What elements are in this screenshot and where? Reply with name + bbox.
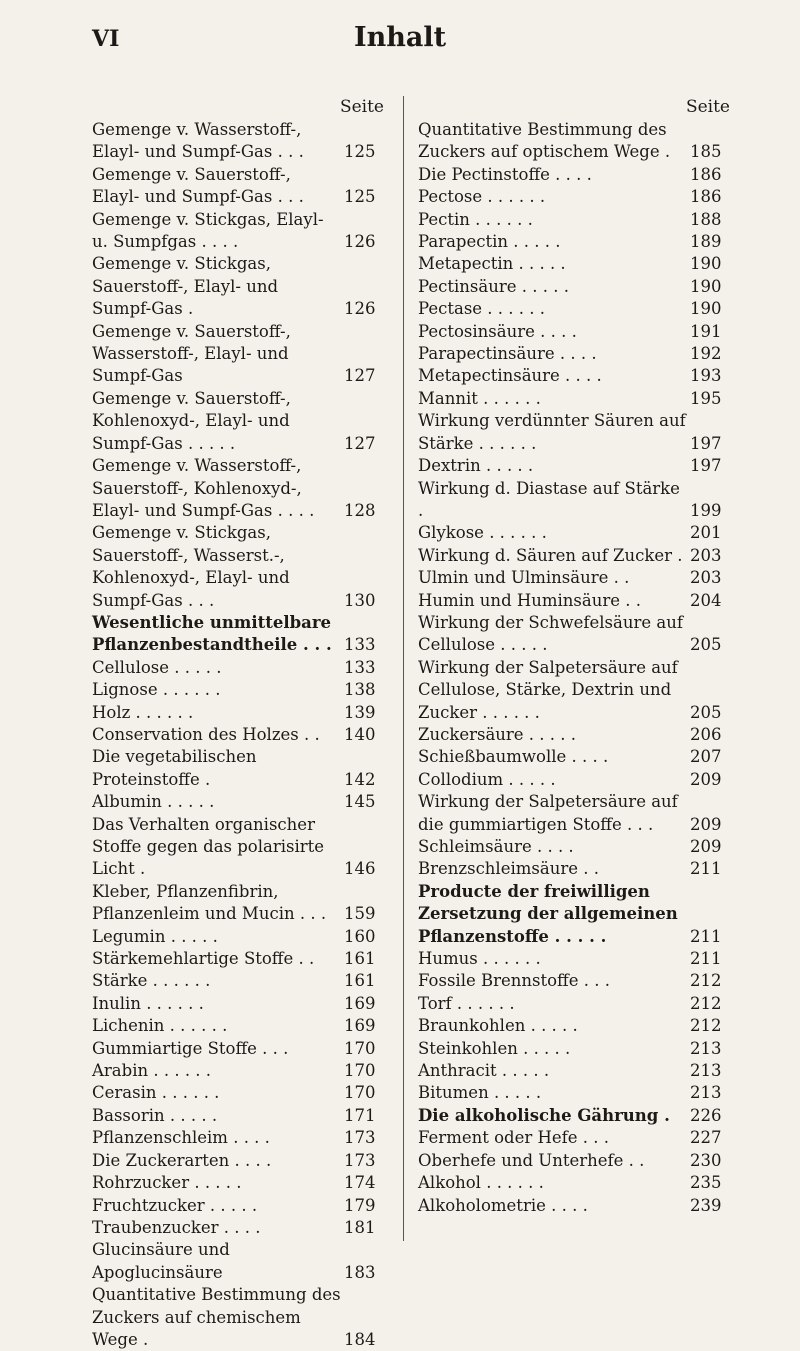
toc-entry-page: 197 [690, 456, 722, 476]
toc-entry [418, 522, 734, 544]
toc-entry-page: 159 [344, 904, 376, 924]
toc-entry [418, 365, 734, 387]
toc-entry-page: 184 [344, 1329, 376, 1349]
toc-entry-title: Mannit . . . . . . [418, 388, 541, 408]
toc-entries-left [92, 119, 388, 1351]
toc-entry [418, 791, 734, 836]
toc-entry-title: Brenzschleimsäure . . [418, 859, 599, 879]
toc-entry [92, 1195, 388, 1217]
toc-entry-page: 138 [344, 680, 376, 700]
toc-entry-title: Braunkohlen . . . . . [418, 1016, 578, 1036]
toc-entry-title: Fruchtzucker . . . . . [92, 1195, 258, 1215]
toc-entry-title: Producte der freiwilligen Zersetzung der allgemeinen Pflanzenstoffe . . . . . [418, 881, 678, 946]
toc-entry [92, 1239, 388, 1284]
toc-entry-title: Wesentliche unmittelbare Pflanzenbestandtheile . . . [92, 612, 332, 655]
toc-entry-title: Kleber, Pflanzenfibrin, Pflanzenleim und Mucin . . . [92, 881, 327, 924]
toc-entry-page: 209 [690, 814, 722, 834]
toc-entry-title: Stärkemehlartige Stoffe . . [92, 949, 315, 969]
toc-entry-title: Traubenzucker . . . . [92, 1217, 261, 1237]
toc-entry-title: Lignose . . . . . . [92, 680, 221, 700]
toc-entry-page: 186 [690, 187, 722, 207]
toc-entry-page: 193 [690, 366, 722, 386]
toc-entry [92, 209, 388, 254]
toc-entry [92, 657, 388, 679]
toc-entry-title: Wirkung der Salpetersäure auf Cellulose, Stärke, Dextrin und Zucker . . . . . . [418, 657, 678, 722]
toc-entry [418, 455, 734, 477]
toc-entry-page: 173 [344, 1150, 376, 1170]
toc-entry-title: Torf . . . . . . [418, 993, 515, 1013]
toc-entry-title: Schleimsäure . . . . [418, 837, 574, 856]
toc-entry-page: 185 [690, 142, 722, 162]
toc-entry-page: 201 [690, 523, 722, 543]
toc-entry-title: Metapectin . . . . . [418, 254, 566, 274]
toc-entry [92, 679, 388, 701]
toc-entry [418, 186, 734, 208]
toc-entry-page: 197 [690, 433, 722, 453]
toc-entry [418, 119, 734, 164]
toc-entry [418, 1195, 734, 1217]
toc-entry-page: 139 [344, 702, 376, 722]
toc-entry [92, 1127, 388, 1149]
toc-entry-title: Ulmin und Ulminsäure . . [418, 568, 630, 588]
toc-entry [418, 388, 734, 410]
toc-entry [418, 1127, 734, 1149]
toc-entry-page: 195 [690, 388, 722, 408]
toc-entry [92, 1172, 388, 1194]
toc-entry-page: 170 [344, 1083, 376, 1103]
toc-entry [92, 993, 388, 1015]
toc-entry [418, 567, 734, 589]
toc-entry-page: 235 [690, 1173, 722, 1193]
toc-entry-title: Pectase . . . . . . [418, 299, 546, 319]
toc-entry-page: 127 [344, 366, 376, 386]
toc-entry [92, 1150, 388, 1172]
toc-entry-title: Humus . . . . . . [418, 949, 541, 969]
toc-entry-page: 192 [690, 344, 722, 364]
toc-entry-page: 179 [344, 1195, 376, 1215]
toc-entry [418, 858, 734, 880]
toc-entry-page: 130 [344, 590, 376, 610]
toc-entry [92, 253, 388, 320]
toc-entry-title: Ferment oder Hefe . . . [418, 1128, 609, 1148]
toc-entry-title: Humin und Huminsäure . . [418, 590, 641, 610]
toc-entry-title: Glykose . . . . . . [418, 523, 547, 543]
toc-entry [92, 1105, 388, 1127]
toc-entry-page: 169 [344, 993, 376, 1013]
toc-entry [418, 1172, 734, 1194]
toc-entry-title: Die Pectinstoffe . . . . [418, 164, 592, 184]
toc-entry-page: 161 [344, 949, 376, 969]
toc-entry-page: 212 [690, 993, 722, 1013]
toc-entry-page: 230 [690, 1150, 722, 1170]
toc-entry-page: 140 [344, 724, 376, 744]
toc-entry [418, 1105, 734, 1127]
toc-entry [92, 724, 388, 746]
toc-entry-page: 204 [690, 590, 722, 610]
toc-entry-title: Alkoholometrie . . . . [418, 1195, 588, 1215]
toc-entry [92, 1284, 388, 1351]
toc-entry [92, 746, 388, 791]
toc-entry [418, 253, 734, 275]
toc-entry-page: 189 [690, 232, 722, 252]
toc-entry-page: 203 [690, 545, 722, 565]
toc-entry [92, 119, 388, 164]
toc-entry-page: 128 [344, 500, 376, 520]
page-column-heading: Seite [339, 97, 384, 117]
toc-entry [92, 881, 388, 926]
page-column-heading: Seite [685, 97, 730, 117]
toc-entry [418, 478, 734, 523]
toc-entry-page: 239 [690, 1195, 722, 1215]
toc-entry-page: 173 [344, 1128, 376, 1148]
toc-entry-title: Quantitative Bestimmung des Zuckers auf optischem Wege . [418, 120, 671, 162]
toc-entry-page: 171 [344, 1105, 376, 1125]
toc-entry-title: Die alkoholische Gährung . [418, 1105, 670, 1125]
toc-entry-title: Rohrzucker . . . . . [92, 1173, 242, 1193]
toc-entry-title: Die Zuckerarten . . . . [92, 1150, 272, 1170]
toc-entry-page: 213 [690, 1083, 722, 1103]
toc-entry-page: 170 [344, 1061, 376, 1081]
toc-entry-title: Inulin . . . . . . [92, 993, 204, 1013]
toc-entry-title: Gemenge v. Wasserstoff-, Sauerstoff-, Kohlenoxyd-, Elayl- und Sumpf-Gas . . . . [92, 456, 315, 520]
toc-entry-title: Gemenge v. Stickgas, Sauerstoff-, Elayl- und Sumpf-Gas . [92, 254, 279, 319]
toc-entry [418, 590, 734, 612]
toc-entry-page: 127 [344, 433, 376, 453]
toc-entry-title: Pectosinsäure . . . . [418, 321, 577, 341]
toc-entry-title: Cerasin . . . . . . [92, 1083, 220, 1103]
toc-entry-page: 181 [344, 1217, 376, 1237]
toc-entry-title: Bitumen . . . . . [418, 1083, 542, 1103]
toc-entry [418, 724, 734, 746]
toc-entry [92, 455, 388, 522]
toc-entry-title: Zuckersäure . . . . . [418, 724, 577, 744]
toc-entry-title: Gemenge v. Sauerstoff-, Wasserstoff-, Elayl- und Sumpf-Gas [92, 321, 291, 386]
toc-entry-title: Metapectinsäure . . . . [418, 366, 602, 386]
toc-entry-title: Albumin . . . . . [92, 792, 215, 812]
toc-entry [418, 1150, 734, 1172]
toc-entry [92, 791, 388, 813]
toc-entry [92, 1038, 388, 1060]
toc-entry [418, 164, 734, 186]
toc-entry-page: 142 [344, 769, 376, 789]
toc-entry-title: Arabin . . . . . . [92, 1061, 212, 1081]
toc-entries-right [418, 119, 734, 1217]
toc-entry-title: Oberhefe und Unterhefe . . [418, 1150, 645, 1170]
toc-entry-page: 125 [344, 187, 376, 207]
toc-entry [92, 1217, 388, 1239]
toc-entry-title: Gemenge v. Wasserstoff-, Elayl- und Sumpf-Gas . . . [92, 120, 304, 162]
toc-entry [418, 1015, 734, 1037]
toc-entry [418, 970, 734, 992]
toc-entry [92, 948, 388, 970]
toc-entry-page: 190 [690, 254, 722, 274]
toc-entry-title: Wirkung der Salpetersäure auf die gummiartigen Stoffe . . . [418, 792, 678, 834]
toc-entry-title: Gummiartige Stoffe . . . [92, 1038, 289, 1058]
toc-entry [418, 343, 734, 365]
toc-entry-title: Das Verhalten organischer Stoffe gegen das polarisirte Licht . [92, 814, 325, 879]
toc-entry-page: 207 [690, 747, 722, 767]
toc-entry-page: 133 [344, 657, 376, 677]
toc-entry-page: 205 [690, 702, 722, 722]
toc-entry-page: 213 [690, 1061, 722, 1081]
toc-entry-page: 209 [690, 837, 722, 856]
toc-entry-title: Steinkohlen . . . . . [418, 1038, 571, 1058]
toc-entry-page: 190 [690, 276, 722, 296]
toc-entry-title: Wirkung d. Säuren auf Zucker . [418, 545, 683, 565]
toc-entry [92, 814, 388, 881]
toc-entry-title: Wirkung der Schwefelsäure auf Cellulose . . . . . [418, 612, 683, 655]
toc-entry-title: Parapectin . . . . . [418, 232, 561, 252]
toc-entry [418, 545, 734, 567]
toc-entry-page: 174 [344, 1173, 376, 1193]
toc-entry-page: 169 [344, 1016, 376, 1036]
toc-entry-title: Quantitative Bestimmung des Zuckers auf chemischem Wege . [92, 1285, 341, 1349]
toc-entry-title: Pectin . . . . . . [418, 209, 533, 229]
toc-entry [92, 612, 388, 657]
toc-entry-page: 226 [690, 1105, 722, 1125]
toc-entry-page: 227 [690, 1128, 722, 1148]
toc-entry-title: Bassorin . . . . . [92, 1105, 218, 1125]
toc-entry [418, 657, 734, 724]
page-title: Inhalt [353, 22, 447, 53]
toc-entry [418, 993, 734, 1015]
toc-entry-title: Gemenge v. Sauerstoff-, Elayl- und Sumpf-Gas . . . [92, 164, 304, 207]
toc-entry-page: 209 [690, 769, 722, 789]
toc-entry-title: Alkohol . . . . . . [418, 1173, 544, 1193]
toc-entry-title: Collodium . . . . . [418, 769, 556, 789]
toc-entry [418, 410, 734, 455]
toc-entry-page: 205 [690, 635, 722, 655]
toc-entry-title: Pflanzenschleim . . . . [92, 1128, 270, 1148]
toc-entry-page: 211 [690, 949, 722, 969]
toc-entry-page: 212 [690, 971, 722, 991]
toc-entry [418, 1060, 734, 1082]
toc-entry-page: 146 [344, 859, 376, 879]
toc-entry-title: Dextrin . . . . . [418, 456, 534, 476]
toc-entry-title: Cellulose . . . . . [92, 657, 222, 677]
toc-right-column [418, 96, 734, 1217]
toc-entry-page: 125 [344, 142, 376, 162]
toc-entry [418, 836, 734, 858]
toc-entry-title: Wirkung d. Diastase auf Stärke . [418, 478, 680, 520]
toc-entry [418, 298, 734, 320]
toc-entry-title: Fossile Brennstoffe . . . [418, 971, 610, 991]
toc-entry [418, 612, 734, 657]
toc-entry-title: Gemenge v. Sauerstoff-, Kohlenoxyd-, Elayl- und Sumpf-Gas . . . . . [92, 388, 291, 453]
toc-entry-page: 160 [344, 926, 376, 946]
toc-entry-title: Schießbaumwolle . . . . [418, 747, 609, 767]
toc-entry-page: 211 [690, 926, 722, 946]
toc-entry-page: 170 [344, 1038, 376, 1058]
toc-entry [92, 926, 388, 948]
toc-entry-page: 206 [690, 724, 722, 744]
toc-entry [418, 948, 734, 970]
toc-entry-page: 203 [690, 568, 722, 588]
toc-entry-page: 190 [690, 299, 722, 319]
toc-entry-title: Gemenge v. Stickgas, Sauerstoff-, Wasserst.-, Kohlenoxyd-, Elayl- und Sumpf-Gas . . . [92, 523, 290, 610]
toc-entry [418, 321, 734, 343]
toc-entry [418, 881, 734, 948]
toc-entry [92, 702, 388, 724]
toc-entry-page: 211 [690, 859, 722, 879]
toc-entry-title: Lichenin . . . . . . [92, 1016, 228, 1036]
toc-entry-title: Anthracit . . . . . [418, 1061, 550, 1081]
toc-entry-page: 186 [690, 164, 722, 184]
toc-entry-page: 213 [690, 1038, 722, 1058]
toc-entry-page: 191 [690, 321, 722, 341]
toc-entry-title: Conservation des Holzes . . [92, 724, 320, 744]
toc-entry-title: Pectose . . . . . . [418, 187, 546, 207]
toc-entry [92, 1060, 388, 1082]
toc-entry [418, 1038, 734, 1060]
toc-entry-title: Glucinsäure und Apoglucinsäure [92, 1240, 230, 1282]
toc-entry-page: 126 [344, 232, 376, 252]
toc-entry [92, 321, 388, 388]
toc-entry [92, 1082, 388, 1104]
toc-entry [418, 1082, 734, 1104]
toc-entry-page: 188 [690, 209, 722, 229]
toc-entry [418, 231, 734, 253]
toc-entry [92, 1015, 388, 1037]
toc-entry [418, 746, 734, 768]
toc-entry-page: 199 [690, 500, 722, 520]
toc-entry [418, 769, 734, 791]
toc-entry [418, 209, 734, 231]
toc-entry-page: 161 [344, 971, 376, 991]
page-header [0, 0, 800, 60]
toc-entry-page: 212 [690, 1016, 722, 1036]
toc-entry-page: 183 [344, 1262, 376, 1282]
page-number: VI [92, 26, 120, 52]
column-divider [403, 96, 404, 1241]
toc-entry-title: Pectinsäure . . . . . [418, 276, 569, 296]
toc-entry-title: Legumin . . . . . [92, 926, 218, 946]
toc-entry-page: 133 [344, 635, 376, 655]
toc-entry-title: Die vegetabilischen Proteinstoffe . [92, 747, 257, 789]
toc-entry-title: Holz . . . . . . [92, 702, 194, 722]
toc-entry-page: 145 [344, 792, 376, 812]
toc-left-column [92, 96, 388, 1351]
toc-entry-title: Gemenge v. Stickgas, Elayl- u. Sumpfgas . . . . [92, 209, 324, 252]
toc-entry [92, 164, 388, 209]
toc-entry [418, 276, 734, 298]
toc-entry-page: 126 [344, 299, 376, 319]
toc-entry [92, 970, 388, 992]
toc-entry-title: Stärke . . . . . . [92, 971, 211, 991]
toc-entry-title: Parapectinsäure . . . . [418, 344, 597, 364]
toc-entry [92, 388, 388, 455]
toc-entry [92, 522, 388, 612]
toc-entry-title: Wirkung verdünnter Säuren auf Stärke . . . . . . [418, 411, 686, 453]
